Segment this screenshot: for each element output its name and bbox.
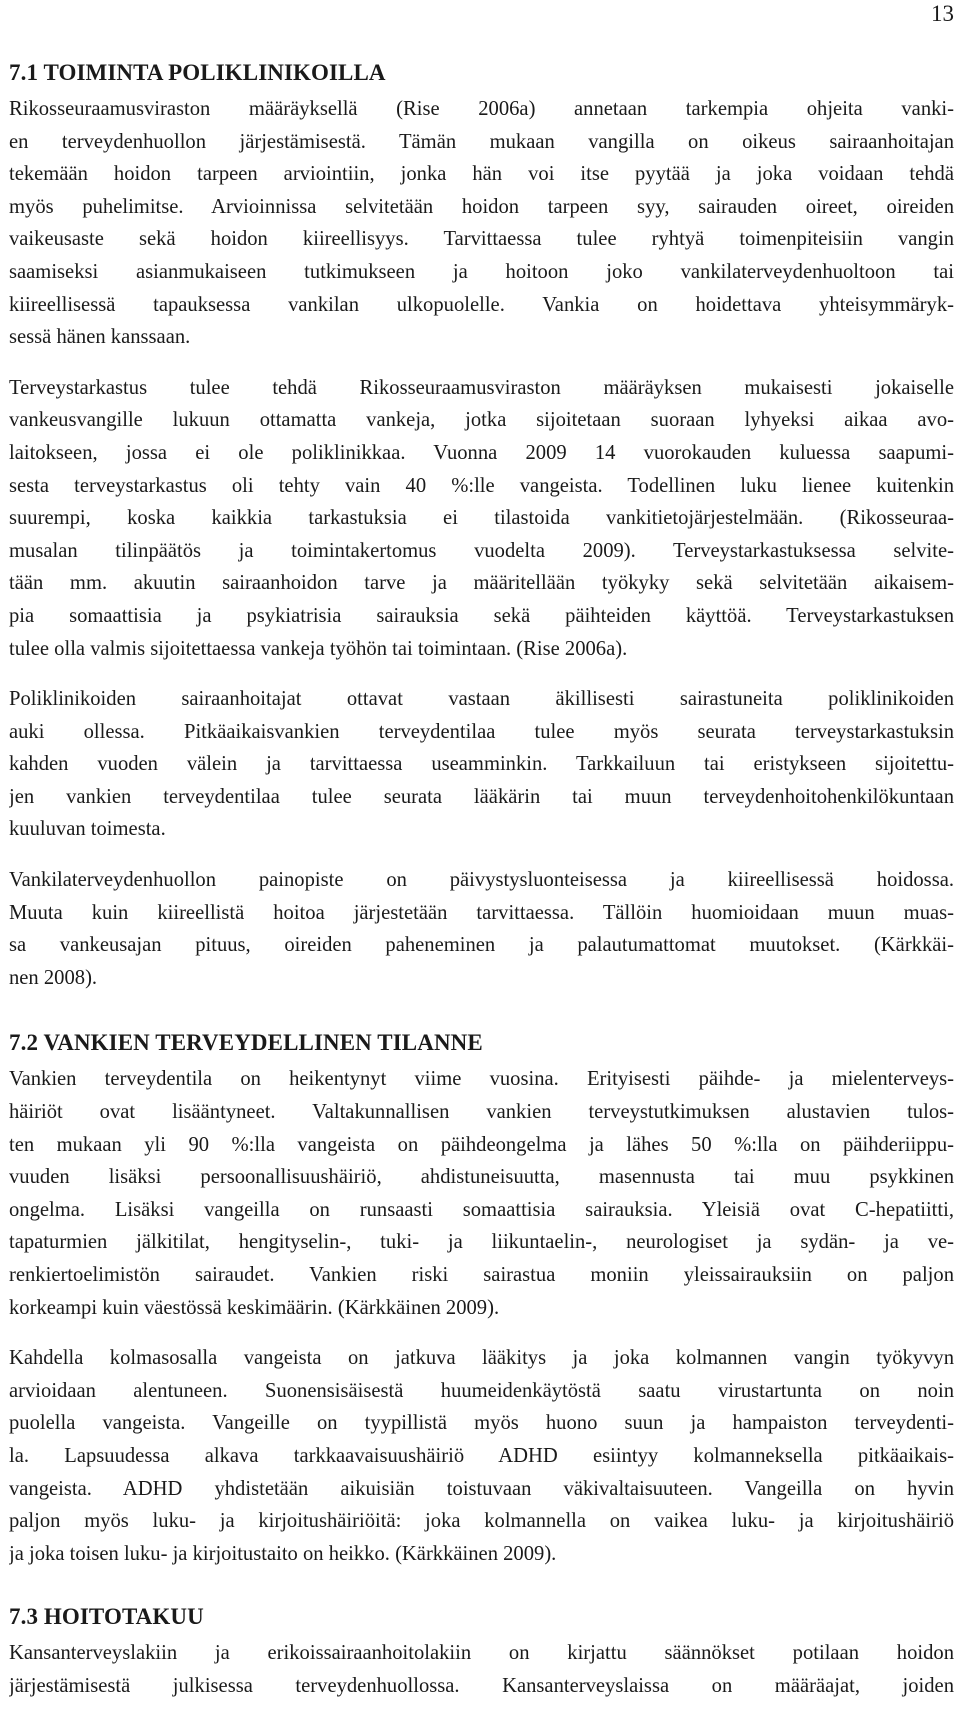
paragraph [9, 1342, 954, 1570]
text-line: tään mm. akuutin sairaanhoidon tarve ja määritellään työkyky sekä selvitetään aikaisem- [9, 572, 954, 595]
text-line: Vankien terveydentila on heikentynyt viime vuosina. Erityisesti päihde- ja mielenterveys- [9, 1068, 954, 1091]
text-line: saamiseksi asianmukaiseen tutkimukseen ja hoitoon joko vankilaterveydenhuoltoon tai [9, 260, 954, 283]
text-line: sessä hänen kanssaan. [9, 326, 191, 349]
text-line: kuuluvan toimesta. [9, 818, 166, 841]
text-line: pia somaattisia ja psykiatrisia sairauksia sekä päihteiden käyttöä. Terveystarkastuksen [9, 604, 954, 627]
text-line: puolella vangeista. Vangeille on tyypillistä myös huono suun ja hampaiston terveydenti- [9, 1412, 954, 1435]
text-line: laitokseen, jossa ei ole poliklinikkaa. Vuonna 2009 14 vuorokauden kuluessa saapumi- [9, 441, 954, 464]
text-line: vuuden lisäksi persoonallisuushäiriö, ahdistuneisuutta, masennusta tai muu psykkinen [9, 1166, 954, 1189]
text-line: tapaturmien jälkitilat, hengityselin-, tuki- ja liikuntaelin-, neurologiset ja sydän- ja ve- [9, 1231, 954, 1254]
text-line: järjestämisestä julkisessa terveydenhuollossa. Kansanterveyslaissa on määräajat, joiden [9, 1674, 954, 1697]
paragraph [9, 683, 954, 846]
text-line: ten mukaan yli 90 %:lla vangeista on päihdeongelma ja lähes 50 %:lla on päihderiippu- [9, 1133, 954, 1156]
section-heading: 7.1 TOIMINTA POLIKLINIKOILLA [9, 60, 386, 85]
document-body [9, 56, 954, 1703]
paragraph [9, 93, 954, 354]
section-7-3 [9, 1600, 954, 1702]
paragraph [9, 372, 954, 665]
text-line: Kahdella kolmasosalla vangeista on jatkuva lääkitys ja joka kolmannen vangin työkyvyn [9, 1347, 954, 1370]
text-line: jen vankien terveydentilaa tulee seurata lääkärin tai muun terveydenhoitohenkilökuntaan [9, 785, 954, 808]
text-line: ja joka toisen luku- ja kirjoitustaito on heikko. (Kärkkäinen 2009). [9, 1542, 557, 1565]
section-heading: 7.2 VANKIEN TERVEYDELLINEN TILANNE [9, 1030, 483, 1056]
section-heading: 7.3 HOITOTAKUU [9, 1604, 204, 1630]
text-line: nen 2008). [9, 966, 98, 989]
text-line: Poliklinikoiden sairaanhoitajat ottavat vastaan äkillisesti sairastuneita poliklinikoiden [9, 688, 954, 711]
text-line: Terveystarkastus tulee tehdä Rikosseuraamusviraston määräyksen mukaisesti jokaiselle [9, 376, 954, 399]
text-line: korkeampi kuin väestössä keskimäärin. (Kärkkäinen 2009). [9, 1296, 500, 1319]
text-line: sesta terveystarkastus oli tehty vain 40 %:lle vangeista. Todellinen luku lienee kuitenkin [9, 474, 954, 497]
text-line: Rikosseuraamusviraston määräyksellä (Rise 2006a) annetaan tarkempia ohjeita vanki- [9, 98, 954, 120]
text-line: tulee olla valmis sijoitettaessa vankeja työhön tai toimintaan. (Rise 2006a). [9, 637, 628, 660]
page-number: 13 [931, 1, 954, 26]
text-line: vangeista. ADHD yhdistetään aikuisiän toistuvaan väkivaltaisuuteen. Vangeilla on hyvin [9, 1477, 954, 1500]
text-line: ongelma. Lisäksi vangeilla on runsaasti somaattisia sairauksia. Yleisiä ovat C-hepatiitti, [9, 1198, 954, 1221]
text-line: musalan tilinpäätös ja toimintakertomus vuodelta 2009). Terveystarkastuksessa selvite- [9, 539, 954, 562]
section-7-2 [9, 1026, 954, 1570]
text-line: tekemään hoidon tarpeen arviointiin, jonka hän voi itse pyytää ja joka voidaan tehdä [9, 163, 954, 186]
text-line: Muuta kuin kiireellistä hoitoa järjestetään tarvittaessa. Tällöin huomioidaan muun muas- [9, 901, 954, 924]
paragraph [9, 1063, 954, 1324]
text-line: suurempi, koska kaikkia tarkastuksia ei tilastoida vankitietojärjestelmään. (Rikosseuraa- [9, 507, 954, 530]
text-line: arvioidaan alentuneen. Suonensisäisestä huumeidenkäytöstä saatu virustartunta on noin [9, 1379, 954, 1402]
text-line: auki ollessa. Pitkäaikaisvankien terveydentilaa tulee myös seurata terveystarkastuksin [9, 720, 954, 743]
text-line: kiireellisessä tapauksessa vankilan ulkopuolelle. Vankia on hoidettava yhteisymmäryk- [9, 293, 954, 316]
section-7-1 [9, 56, 954, 994]
paragraph [9, 1637, 954, 1702]
paragraph [9, 864, 954, 994]
text-line: vankeusvangille lukuun ottamatta vankeja, jotka sijoitetaan suoraan lyhyeksi aikaa avo- [9, 409, 954, 432]
text-line: vaikeusaste sekä hoidon kiireellisyys. Tarvittaessa tulee ryhtyä toimenpiteisiin vangin [9, 228, 954, 251]
text-line: Kansanterveyslakiin ja erikoissairaanhoitolakiin on kirjattu säännökset potilaan hoidon [9, 1642, 954, 1665]
text-line: la. Lapsuudessa alkava tarkkaavaisuushäiriö ADHD esiintyy kolmanneksella pitkäaikais- [9, 1444, 954, 1467]
text-line: häiriöt ovat lisääntyneet. Valtakunnallisen vankien terveystutkimuksen alustavien tulos- [9, 1101, 954, 1124]
text-line: renkiertoelimistön sairaudet. Vankien riski sairastua moniin yleissairauksiin on paljon [9, 1264, 954, 1286]
text-line: myös puhelimitse. Arvioinnissa selvitetään hoidon tarpeen syy, sairauden oireet, oireiden [9, 195, 954, 218]
text-line: sa vankeusajan pituus, oireiden paheneminen ja palautumattomat muutokset. (Kärkkäi- [9, 934, 954, 957]
text-line: kahden vuoden välein ja tarvittaessa useamminkin. Tarkkailuun tai eristykseen sijoitettu- [9, 753, 954, 776]
text-line: en terveydenhuollon järjestämisestä. Tämän mukaan vangilla on oikeus sairaanhoitajan [9, 130, 954, 153]
text-line: Vankilaterveydenhuollon painopiste on päivystysluonteisessa ja kiireellisessä hoidossa. [9, 869, 954, 892]
text-line: paljon myös luku- ja kirjoitushäiriöitä: joka kolmannella on vaikea luku- ja kirjoitushäiriö [9, 1510, 954, 1533]
